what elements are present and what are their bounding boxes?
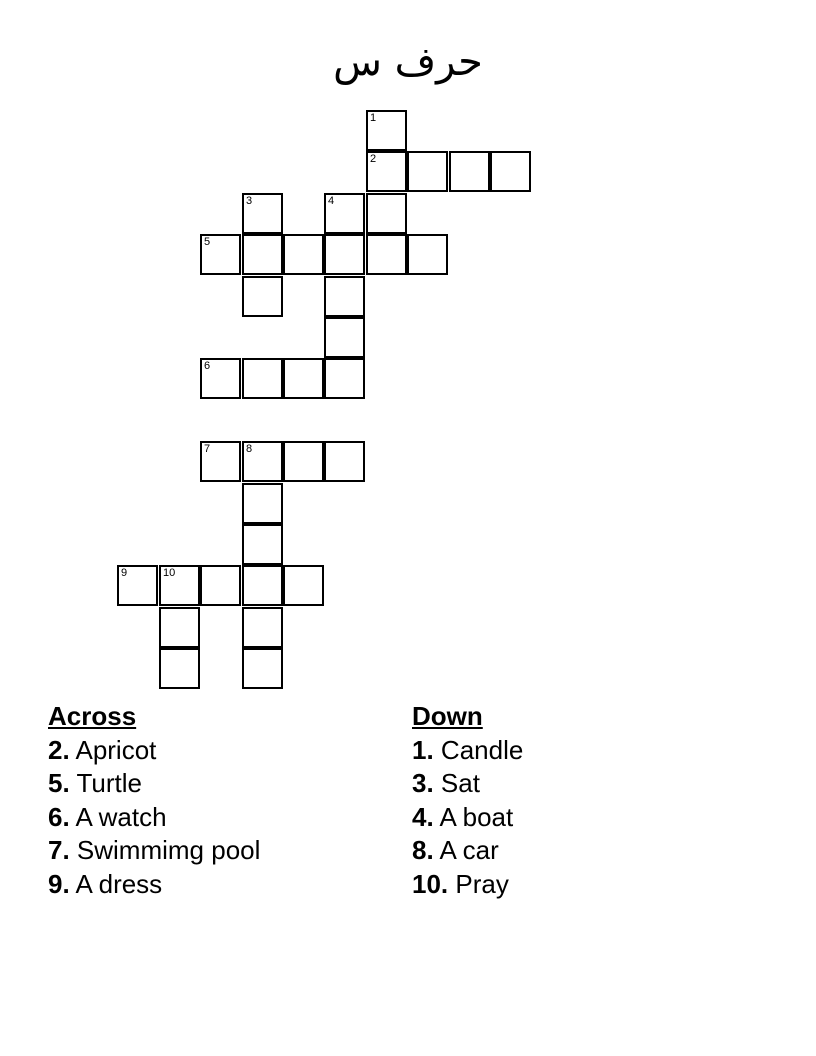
across-clue: [48, 801, 260, 835]
cell-number: 1: [370, 112, 377, 124]
clue-text: Swimmimg pool: [69, 835, 261, 865]
clue-text: Sat: [433, 768, 480, 798]
grid-cell[interactable]: [242, 276, 283, 317]
down-clues: [412, 700, 523, 901]
grid-cell[interactable]: [324, 193, 365, 234]
clue-text: A watch: [69, 801, 167, 832]
grid-cell[interactable]: [242, 648, 283, 689]
grid-cell[interactable]: [324, 234, 365, 275]
across-clue: [48, 868, 260, 902]
clue-text: A boat: [433, 801, 514, 832]
cell-number: 6: [204, 360, 211, 372]
clue-number: 9.: [48, 868, 70, 899]
cell-number: 7: [204, 443, 211, 455]
down-clue: [412, 834, 523, 868]
clue-text: Turtle: [69, 768, 142, 798]
grid-cell[interactable]: [366, 151, 407, 192]
grid-cell[interactable]: [242, 483, 283, 524]
grid-cell[interactable]: [242, 441, 283, 482]
grid-cell[interactable]: [366, 234, 407, 275]
clue-number: 2.: [48, 734, 70, 765]
grid-cell[interactable]: [242, 565, 283, 606]
clue-text: Apricot: [69, 734, 157, 765]
grid-cell[interactable]: [242, 234, 283, 275]
grid-cell[interactable]: [366, 110, 407, 151]
grid-cell[interactable]: [407, 234, 448, 275]
grid-cell[interactable]: [324, 276, 365, 317]
down-clue: [412, 868, 523, 902]
grid-cell[interactable]: [283, 358, 324, 399]
clue-text: A car: [433, 835, 499, 865]
grid-cell[interactable]: [159, 607, 200, 648]
across-clues: [48, 700, 260, 901]
grid-cell[interactable]: [366, 193, 407, 234]
grid-cell[interactable]: [242, 358, 283, 399]
clue-number: 8.: [412, 835, 434, 865]
across-clue: [48, 734, 260, 768]
across-heading: Across: [48, 701, 137, 731]
grid-cell[interactable]: [242, 607, 283, 648]
cell-number: 10: [163, 567, 176, 579]
across-clue: [48, 834, 260, 868]
cell-number: 3: [246, 195, 253, 207]
down-clue: [412, 767, 523, 801]
clue-number: 4.: [412, 801, 434, 832]
clue-number: 7.: [48, 835, 70, 865]
down-heading: Down: [412, 701, 483, 731]
down-clue: [412, 734, 523, 768]
clue-number: 1.: [412, 734, 434, 765]
cell-number: 5: [204, 236, 211, 248]
cell-number: 2: [370, 153, 377, 165]
puzzle-title: حرف س: [333, 39, 483, 85]
grid-cell[interactable]: [283, 565, 324, 606]
grid-cell[interactable]: [200, 358, 241, 399]
clue-number: 5.: [48, 768, 70, 798]
grid-cell[interactable]: [283, 441, 324, 482]
clue-text: Candle: [433, 734, 524, 765]
grid-cell[interactable]: [200, 441, 241, 482]
clue-number: 3.: [412, 768, 434, 798]
across-clue: [48, 767, 260, 801]
cell-number: 8: [246, 443, 253, 455]
clue-text: A dress: [69, 868, 163, 899]
clue-text: Pray: [448, 868, 509, 899]
grid-cell[interactable]: [449, 151, 490, 192]
grid-cell[interactable]: [324, 441, 365, 482]
grid-cell[interactable]: [490, 151, 531, 192]
grid-cell[interactable]: [200, 234, 241, 275]
cell-number: 4: [328, 195, 335, 207]
grid-cell[interactable]: [283, 234, 324, 275]
down-clue: [412, 801, 523, 835]
grid-cell[interactable]: [117, 565, 158, 606]
grid-cell[interactable]: [242, 524, 283, 565]
clue-number: 6.: [48, 801, 70, 832]
grid-cell[interactable]: [324, 317, 365, 358]
grid-cell[interactable]: [242, 193, 283, 234]
grid-cell[interactable]: [407, 151, 448, 192]
grid-cell[interactable]: [200, 565, 241, 606]
grid-cell[interactable]: [324, 358, 365, 399]
clue-number: 10.: [412, 868, 449, 899]
cell-number: 9: [121, 567, 128, 579]
grid-cell[interactable]: [159, 648, 200, 689]
grid-cell[interactable]: [159, 565, 200, 606]
